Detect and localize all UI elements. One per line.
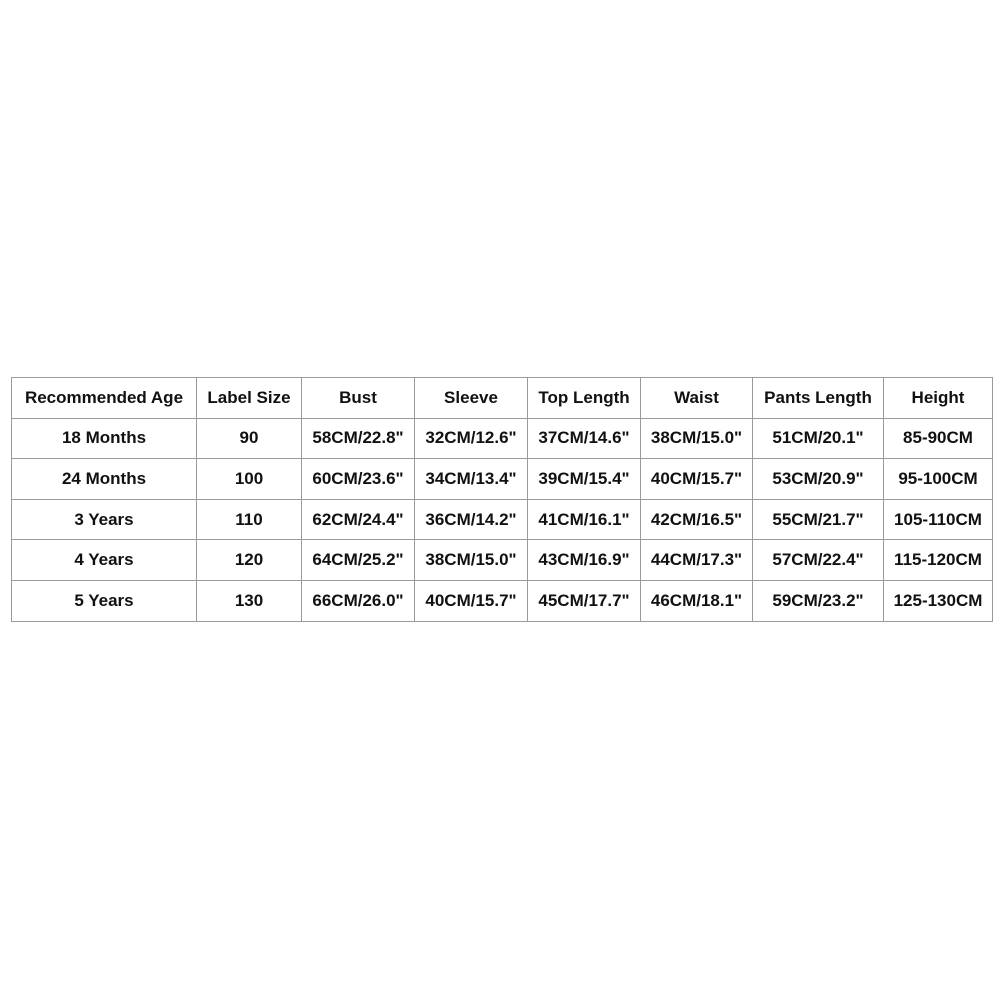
cell-bust: 64CM/25.2"	[302, 540, 415, 581]
cell-pants-length: 53CM/20.9"	[753, 459, 884, 500]
cell-label-size: 100	[197, 459, 302, 500]
cell-label-size: 90	[197, 418, 302, 459]
header-label-size: Label Size	[197, 378, 302, 419]
cell-height: 85-90CM	[884, 418, 993, 459]
cell-bust: 58CM/22.8"	[302, 418, 415, 459]
header-pants-length: Pants Length	[753, 378, 884, 419]
header-bust: Bust	[302, 378, 415, 419]
cell-height: 115-120CM	[884, 540, 993, 581]
header-row	[12, 378, 993, 419]
cell-pants-length: 59CM/23.2"	[753, 580, 884, 621]
cell-waist: 42CM/16.5"	[641, 499, 753, 540]
cell-sleeve: 40CM/15.7"	[415, 580, 528, 621]
cell-waist: 46CM/18.1"	[641, 580, 753, 621]
cell-sleeve: 38CM/15.0"	[415, 540, 528, 581]
cell-bust: 66CM/26.0"	[302, 580, 415, 621]
cell-sleeve: 32CM/12.6"	[415, 418, 528, 459]
header-waist: Waist	[641, 378, 753, 419]
cell-waist: 40CM/15.7"	[641, 459, 753, 500]
cell-recommended-age: 24 Months	[12, 459, 197, 500]
header-sleeve: Sleeve	[415, 378, 528, 419]
cell-sleeve: 36CM/14.2"	[415, 499, 528, 540]
table-row	[12, 459, 993, 500]
cell-pants-length: 57CM/22.4"	[753, 540, 884, 581]
cell-waist: 38CM/15.0"	[641, 418, 753, 459]
table-row	[12, 499, 993, 540]
table-row	[12, 418, 993, 459]
cell-top-length: 43CM/16.9"	[528, 540, 641, 581]
header-height: Height	[884, 378, 993, 419]
cell-top-length: 45CM/17.7"	[528, 580, 641, 621]
header-recommended-age: Recommended Age	[12, 378, 197, 419]
cell-height: 125-130CM	[884, 580, 993, 621]
table-row	[12, 580, 993, 621]
cell-recommended-age: 3 Years	[12, 499, 197, 540]
cell-recommended-age: 4 Years	[12, 540, 197, 581]
cell-recommended-age: 18 Months	[12, 418, 197, 459]
header-top-length: Top Length	[528, 378, 641, 419]
cell-height: 105-110CM	[884, 499, 993, 540]
cell-top-length: 37CM/14.6"	[528, 418, 641, 459]
cell-waist: 44CM/17.3"	[641, 540, 753, 581]
cell-bust: 62CM/24.4"	[302, 499, 415, 540]
cell-height: 95-100CM	[884, 459, 993, 500]
cell-label-size: 120	[197, 540, 302, 581]
table-row	[12, 540, 993, 581]
cell-top-length: 39CM/15.4"	[528, 459, 641, 500]
cell-sleeve: 34CM/13.4"	[415, 459, 528, 500]
cell-bust: 60CM/23.6"	[302, 459, 415, 500]
cell-pants-length: 51CM/20.1"	[753, 418, 884, 459]
cell-label-size: 130	[197, 580, 302, 621]
cell-top-length: 41CM/16.1"	[528, 499, 641, 540]
cell-pants-length: 55CM/21.7"	[753, 499, 884, 540]
size-chart-table	[11, 377, 993, 622]
cell-label-size: 110	[197, 499, 302, 540]
cell-recommended-age: 5 Years	[12, 580, 197, 621]
